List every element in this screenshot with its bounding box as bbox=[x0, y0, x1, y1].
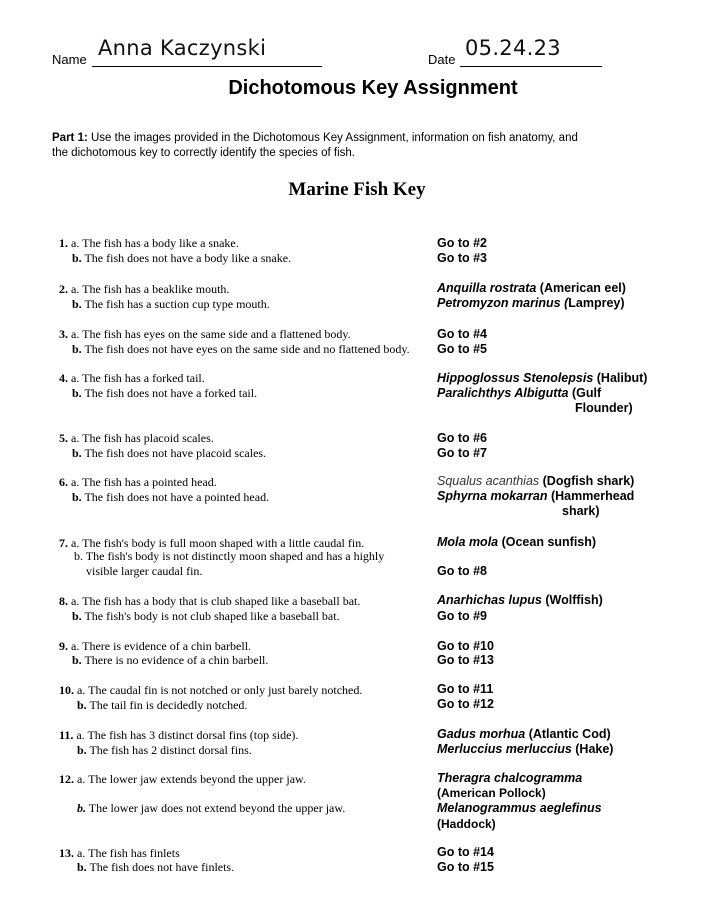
key-4-b-answer-cont: Flounder) bbox=[575, 401, 633, 415]
part-label: Part 1: bbox=[52, 132, 88, 144]
key-6-b: b. The fish does not have a pointed head. bbox=[72, 490, 270, 504]
date-value: 05.24.23 bbox=[465, 36, 561, 60]
key-11-a: 11. a. The fish has 3 distinct dorsal fins (top side). bbox=[59, 728, 299, 742]
key-5-a: 5. a. The fish has placoid scales. bbox=[59, 431, 214, 445]
key-7-a: 7. a. The fish's body is full moon shaped with a little caudal fin. bbox=[59, 536, 365, 550]
key-8-a: 8. a. The fish has a body that is club shaped like a baseball bat. bbox=[59, 594, 361, 608]
key-8-b: b. The fish's body is not club shaped like a baseball bat. bbox=[72, 609, 340, 623]
key-9-a: 9. a. There is evidence of a chin barbell. bbox=[59, 639, 252, 653]
key-2-a: 2. a. The fish has a beaklike mouth. bbox=[59, 282, 230, 296]
key-6-a: 6. a. The fish has a pointed head. bbox=[59, 475, 217, 489]
name-value: Anna Kaczynski bbox=[98, 36, 267, 60]
key-6-b-answer: Sphyrna mokarran (Hammerhead bbox=[437, 489, 635, 503]
key-2-b-answer: Petromyzon marinus (Lamprey) bbox=[437, 296, 625, 310]
key-12-b-species: Melanogrammus aeglefinus bbox=[437, 801, 602, 815]
key-7-b-cont: visible larger caudal fin. bbox=[86, 564, 203, 578]
key-12-a: 12. a. The lower jaw extends beyond the upper jaw. bbox=[59, 772, 306, 786]
name-underline bbox=[92, 66, 322, 67]
intro-text-1: Use the images provided in the Dichotomous Key Assignment, information on fish anatomy, and bbox=[87, 132, 578, 144]
key-9-b: b. There is no evidence of a chin barbell. bbox=[72, 653, 269, 667]
key-5-b-go: Go to #7 bbox=[437, 446, 488, 460]
key-4-a: 4. a. The fish has a forked tail. bbox=[59, 371, 205, 385]
key-1-b: b. The fish does not have a body like a snake. bbox=[72, 251, 292, 265]
key-12-a-species: Theragra chalcogramma bbox=[437, 771, 583, 785]
key-7-a-answer: Mola mola (Ocean sunfish) bbox=[437, 535, 597, 549]
key-title: Marine Fish Key bbox=[288, 179, 426, 200]
key-10-a: 10. a. The caudal fin is not notched or only just barely notched. bbox=[59, 683, 363, 697]
key-10-a-go: Go to #11 bbox=[437, 682, 494, 696]
key-7-b-go: Go to #8 bbox=[437, 564, 488, 578]
key-3-b: b. The fish does not have eyes on the same side and no flattened body. bbox=[72, 342, 410, 356]
key-13-a-go: Go to #14 bbox=[437, 845, 494, 859]
key-1-a-go: Go to #2 bbox=[437, 236, 488, 250]
key-5-b: b. The fish does not have placoid scales. bbox=[72, 446, 267, 460]
key-13-b: b. The fish does not have finlets. bbox=[77, 860, 235, 874]
key-9-b-go: Go to #13 bbox=[437, 653, 494, 667]
intro-line-1 bbox=[52, 132, 578, 144]
key-12-a-common: (American Pollock) bbox=[437, 786, 546, 800]
key-9-a-go: Go to #10 bbox=[437, 639, 494, 653]
intro-line-2: the dichotomous key to correctly identify the species of fish. bbox=[52, 147, 355, 159]
key-1-a: 1. a. The fish has a body like a snake. bbox=[59, 236, 239, 250]
key-13-a: 13. a. The fish has finlets bbox=[59, 846, 180, 860]
key-6-b-answer-cont: shark) bbox=[562, 504, 600, 518]
key-12-b: b. The lower jaw does not extend beyond the upper jaw. bbox=[77, 801, 346, 815]
date-underline bbox=[460, 66, 602, 67]
key-11-b-answer: Merluccius merluccius (Hake) bbox=[437, 742, 614, 756]
key-3-a-go: Go to #4 bbox=[437, 327, 488, 341]
key-8-b-go: Go to #9 bbox=[437, 609, 488, 623]
key-11-a-answer: Gadus morhua (Atlantic Cod) bbox=[437, 727, 611, 741]
key-11-b: b. The fish has 2 distinct dorsal fins. bbox=[77, 743, 252, 757]
key-3-a: 3. a. The fish has eyes on the same side and a flattened body. bbox=[59, 327, 351, 341]
key-13-b-go: Go to #15 bbox=[437, 860, 494, 874]
key-12-b-common: (Haddock) bbox=[437, 817, 496, 831]
key-7-b: b. The fish's body is not distinctly moon shaped and has a highly bbox=[74, 549, 385, 563]
key-6-a-answer: Squalus acanthias (Dogfish shark) bbox=[437, 474, 635, 488]
key-10-b: b. The tail fin is decidedly notched. bbox=[77, 698, 248, 712]
key-4-a-answer: Hippoglossus Stenolepsis (Halibut) bbox=[437, 371, 648, 385]
page-title: Dichotomous Key Assignment bbox=[228, 77, 518, 99]
key-8-a-answer: Anarhichas lupus (Wolffish) bbox=[437, 593, 603, 607]
key-4-b: b. The fish does not have a forked tail. bbox=[72, 386, 258, 400]
key-3-b-go: Go to #5 bbox=[437, 342, 488, 356]
name-label: Name bbox=[52, 52, 87, 67]
key-10-b-go: Go to #12 bbox=[437, 697, 494, 711]
key-4-b-answer: Paralichthys Albigutta (Gulf bbox=[437, 386, 602, 400]
date-label: Date bbox=[428, 52, 456, 67]
key-2-b: b. The fish has a suction cup type mouth. bbox=[72, 297, 270, 311]
key-5-a-go: Go to #6 bbox=[437, 431, 488, 445]
key-1-b-go: Go to #3 bbox=[437, 251, 488, 265]
key-2-a-answer: Anquilla rostrata (American eel) bbox=[437, 281, 626, 295]
